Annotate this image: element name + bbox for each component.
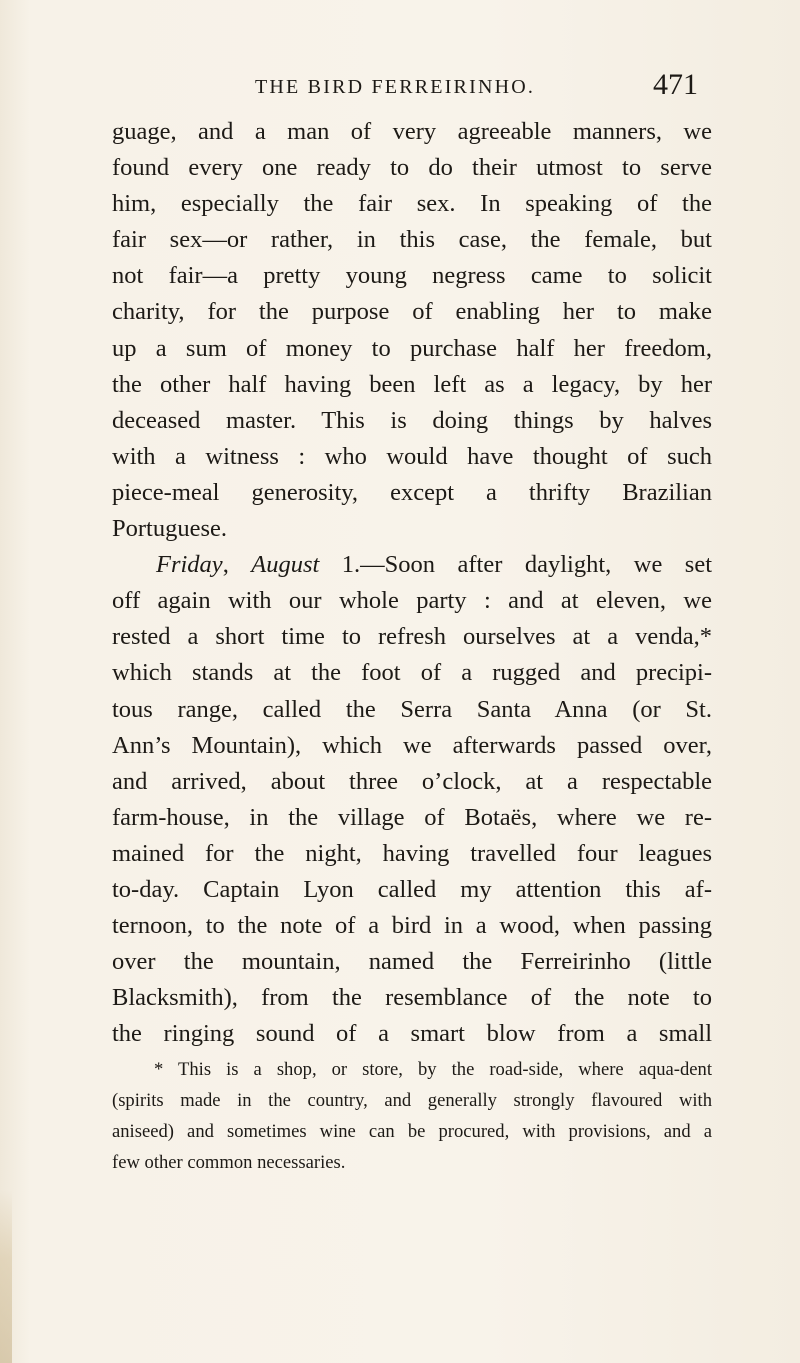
text-line: him, especially the fair sex. In speaking of the <box>112 190 712 218</box>
running-title: THE BIRD FERREIRINHO. <box>255 76 536 98</box>
body-text <box>112 114 712 1052</box>
text-line: tous range, called the Serra Santa Anna (or St. <box>112 695 712 723</box>
text-line: and arrived, about three o’clock, at a respectable <box>112 767 712 795</box>
text-line: charity, for the purpose of enabling her to make <box>112 298 712 326</box>
footnote-line: few other common necessaries. <box>112 1152 346 1173</box>
text-line: ternoon, to the note of a bird in a wood, when passing <box>112 912 712 940</box>
text-line: over the mountain, named the Ferreirinho (little <box>112 948 712 976</box>
text-line: found every one ready to do their utmost to serve <box>112 154 712 182</box>
text-line: off again with our whole party : and at eleven, we <box>112 587 712 615</box>
footnote-line: (spirits made in the country, and generally strongly flavoured with <box>112 1090 712 1111</box>
text-line: piece-meal generosity, except a thrifty Brazilian <box>112 478 712 506</box>
text-line: Portuguese. <box>112 515 227 543</box>
date-month: August <box>251 551 320 579</box>
text-line: deceased master. This is doing things by halves <box>112 406 712 434</box>
page-edge-stain <box>0 1190 12 1363</box>
text-line: up a sum of money to purchase half her freedom, <box>112 334 712 362</box>
footnote-line: * This is a shop, or store, by the road-side, where aqua-dent <box>154 1059 712 1080</box>
text-line: the ringing sound of a smart blow from a small <box>112 1020 712 1048</box>
text-line: which stands at the foot of a rugged and precipi- <box>112 659 712 687</box>
text-line: fair sex—or rather, in this case, the female, but <box>112 226 712 254</box>
text-line: Blacksmith), from the resemblance of the note to <box>112 984 712 1012</box>
text-line: the other half having been left as a legacy, by her <box>112 370 712 398</box>
text-line: farm-house, in the village of Botaës, where we re- <box>112 803 712 831</box>
footnote-line: aniseed) and sometimes wine can be procured, with provisions, and a <box>112 1121 712 1142</box>
date-separator: , <box>222 551 252 579</box>
running-header <box>112 68 712 108</box>
date-weekday: Friday <box>156 551 223 579</box>
text-line: guage, and a man of very agreeable manners, we <box>112 118 712 145</box>
text-line: rested a short time to refresh ourselves at a venda,* <box>112 623 712 651</box>
text-line-dateline <box>112 547 712 583</box>
text-line: mained for the night, having travelled four leagues <box>112 839 712 867</box>
footnote <box>112 1054 712 1178</box>
dateline-text: 1.—Soon after daylight, we set <box>319 551 713 579</box>
text-line: not fair—a pretty young negress came to solicit <box>112 262 712 290</box>
page-number: 471 <box>653 68 698 101</box>
text-line: with a witness : who would have thought of such <box>112 442 712 470</box>
text-line: to-day. Captain Lyon called my attention this af- <box>112 875 712 903</box>
text-line: Ann’s Mountain), which we afterwards passed over, <box>112 731 712 759</box>
